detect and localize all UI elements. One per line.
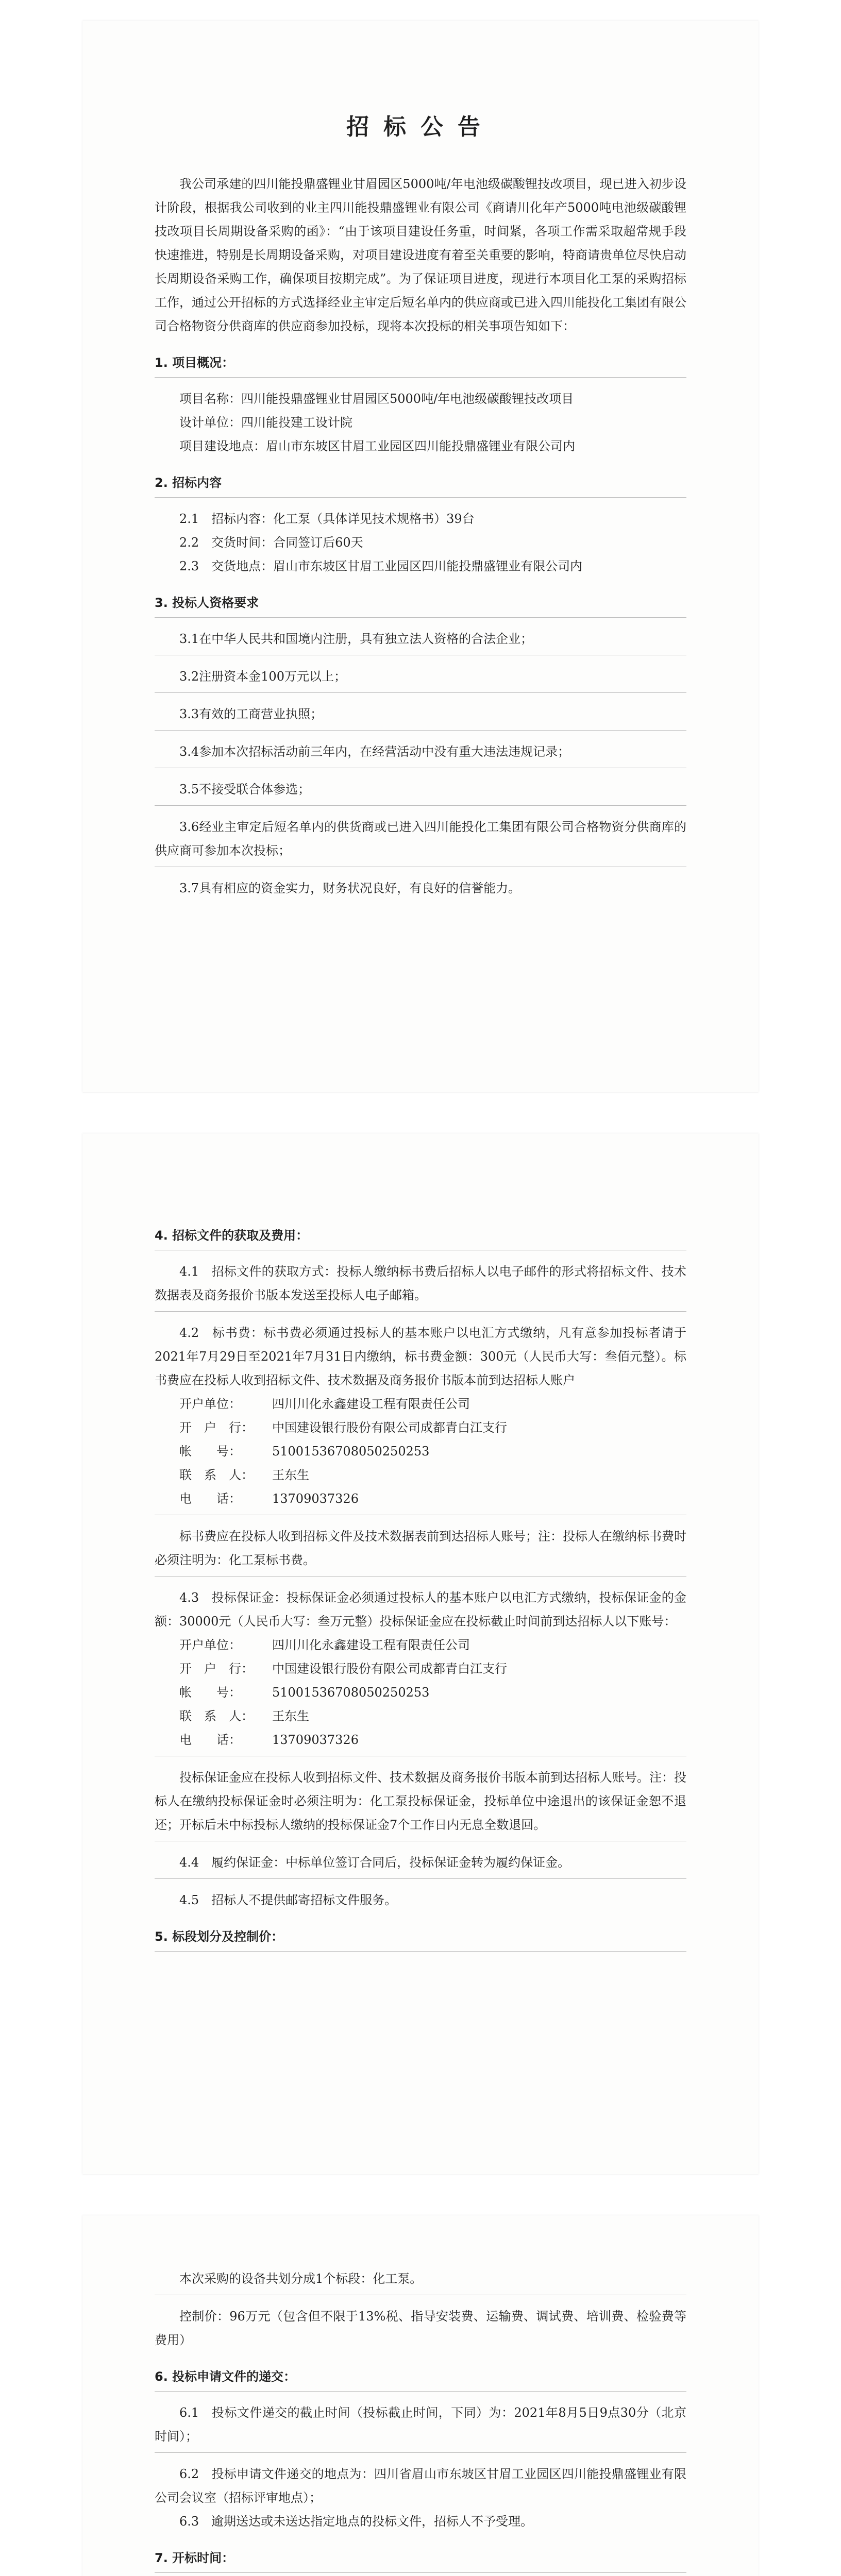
acct-label: 开 户 行： xyxy=(179,1662,254,1676)
list-item: 3.2注册资本金100万元以上； xyxy=(179,669,346,684)
acct-value: 四川川化永鑫建设工程有限责任公司 xyxy=(272,1638,470,1652)
section-4-heading: 4. 招标文件的获取及费用： xyxy=(155,1228,309,1243)
bank-account-2 xyxy=(155,1633,686,1752)
section-6-heading: 6. 投标申请文件的递交： xyxy=(155,2369,296,2384)
section-divider xyxy=(155,1576,686,1577)
paragraph-6-3: 6.3 逾期送达或未送达指定地点的投标文件，招标人不予受理。 xyxy=(179,2514,533,2529)
project-name: 项目名称：四川能投鼎盛锂业甘眉园区5000吨/年电池级碳酸锂技改项目 xyxy=(179,392,574,406)
list-item: 3.6经业主审定后短名单内的供货商或已进入四川能投化工集团有限公司合格物资分供商库的供应商可参加本次投标； xyxy=(155,820,686,858)
acct-label: 帐 号： xyxy=(179,1444,241,1459)
acct-value: 13709037326 xyxy=(272,1733,359,1747)
section-divider xyxy=(155,497,686,498)
paragraph-4-2: 4.2 标书费：标书费必须通过投标人的基本账户以电汇方式缴纳，凡有意参加投标者请于2021年7月29日至2021年7月31日内缴纳，标书费金额：300元（人民币大写：叁佰元整）。标书费应在投标人收到招标文件、技术数据及商务报价书版本前到达招标人账户 xyxy=(155,1326,686,1387)
paragraph-6-2: 6.2 投标申请文件递交的地点为：四川省眉山市东坡区甘眉工业园区四川能投鼎盛锂业有限公司会议室（招标评审地点）； xyxy=(155,2467,686,2505)
section-5-heading: 5. 标段划分及控制价： xyxy=(155,1929,284,1944)
acct-label: 帐 号： xyxy=(179,1685,241,1700)
acct-label: 联 系 人： xyxy=(179,1468,254,1482)
paragraph-4-3: 4.3 投标保证金：投标保证金必须通过投标人的基本账户以电汇方式缴纳，投标保证金的金额：30000元（人民币大写：叁万元整）投标保证金应在投标截止时间前到达招标人以下账号： xyxy=(155,1590,686,1629)
acct-value: 51001536708050250253 xyxy=(272,1685,430,1700)
list-item: 2.1 招标内容：化工泵（具体详见技术规格书）39台 xyxy=(179,512,475,526)
intro-paragraph: 我公司承建的四川能投鼎盛锂业甘眉园区5000吨/年电池级碳酸锂技改项目，现已进入初步设计阶段，根据我公司收到的业主四川能投鼎盛锂业有限公司《商请川化年产5000吨电池级碳酸锂技改项目长周期设备采购的函》：“由于该项目建设任务重，时间紧，各项工作需采取超常规手段快速推进，特别是长周期设备采购，对项目建设进度有着至关重要的影响，特商请贵单位尽快启动长周期设备采购工作，确保项目按期完成”。为了保证项目进度，现进行本项目化工泵的采购招标工作，通过公开招标的方式选择经业主审定后短名单内的供应商或已进入四川能投化工集团有限公司合格物资分供商库的供应商参加投标，现将本次投标的相关事项告知如下： xyxy=(155,177,686,333)
acct-value: 王东生 xyxy=(272,1709,309,1723)
paragraph-6-1: 6.1 投标文件递交的截止时间（投标截止时间，下同）为：2021年8月5日9点30分（北京时间）； xyxy=(155,2405,686,2444)
project-location: 项目建设地点：眉山市东坡区甘眉工业园区四川能投鼎盛锂业有限公司内 xyxy=(179,439,575,453)
section-divider xyxy=(155,1951,686,1952)
section-2-heading: 2. 招标内容 xyxy=(155,476,222,490)
acct-label: 开户单位： xyxy=(179,1397,241,1411)
acct-label: 电 话： xyxy=(179,1492,241,1506)
document-page-2 xyxy=(82,1133,759,2174)
acct-label: 电 话： xyxy=(179,1733,241,1747)
bank-account-1 xyxy=(155,1392,686,1511)
design-unit: 设计单位：四川能投建工设计院 xyxy=(179,415,352,430)
list-item: 3.7具有相应的资金实力，财务状况良好，有良好的信誉能力。 xyxy=(179,881,521,895)
acct-label: 联 系 人： xyxy=(179,1709,254,1723)
section-divider xyxy=(155,730,686,731)
paragraph-5b: 控制价：96万元（包含但不限于13%税、指导安装费、运输费、调试费、培训费、检验费等费用） xyxy=(155,2309,686,2347)
section-divider xyxy=(155,2572,686,2573)
section-divider xyxy=(155,2391,686,2392)
paragraph-4-3b: 投标保证金应在投标人收到招标文件、技术数据及商务报价书版本前到达招标人账号。注：投标人在缴纳投标保证金时必须注明为：化工泵投标保证金，投标单位中途退出的该保证金恕不退还；开标后未中标投标人缴纳的投标保证金7个工作日内无息全数退回。 xyxy=(155,1770,686,1832)
acct-value: 13709037326 xyxy=(272,1492,359,1506)
acct-value: 中国建设银行股份有限公司成都青白江支行 xyxy=(272,1420,507,1435)
section-divider xyxy=(155,617,686,618)
section-divider xyxy=(155,692,686,693)
paragraph-4-5: 4.5 招标人不提供邮寄招标文件服务。 xyxy=(179,1893,397,1907)
document-page-1 xyxy=(82,21,759,1092)
acct-label: 开户单位： xyxy=(179,1638,241,1652)
paragraph-4-2b: 标书费应在投标人收到招标文件及技术数据表前到达招标人账号；注：投标人在缴纳标书费时必须注明为：化工泵标书费。 xyxy=(155,1529,686,1567)
document-page-3 xyxy=(82,2215,759,2576)
acct-value: 51001536708050250253 xyxy=(272,1444,430,1459)
section-3-heading: 3. 投标人资格要求 xyxy=(155,596,259,610)
list-item: 3.5不接受联合体参选； xyxy=(179,782,311,796)
paragraph-5a: 本次采购的设备共划分成1个标段：化工泵。 xyxy=(179,2272,423,2286)
section-divider xyxy=(155,377,686,378)
section-1-heading: 1. 项目概况： xyxy=(155,355,234,370)
list-item: 2.3 交货地点：眉山市东坡区甘眉工业园区四川能投鼎盛锂业有限公司内 xyxy=(179,559,583,573)
section-7-heading: 7. 开标时间： xyxy=(155,2551,234,2565)
list-item: 3.1在中华人民共和国境内注册，具有独立法人资格的合法企业； xyxy=(179,632,533,646)
list-item: 3.4参加本次招标活动前三年内，在经营活动中没有重大违法违规记录； xyxy=(179,744,570,759)
acct-value: 中国建设银行股份有限公司成都青白江支行 xyxy=(272,1662,507,1676)
section-divider xyxy=(155,2452,686,2453)
list-item: 3.3有效的工商营业执照； xyxy=(179,707,323,721)
paragraph-4-4: 4.4 履约保证金：中标单位签订合同后，投标保证金转为履约保证金。 xyxy=(179,1855,570,1870)
acct-label: 开 户 行： xyxy=(179,1420,254,1435)
acct-value: 四川川化永鑫建设工程有限责任公司 xyxy=(272,1397,470,1411)
list-item: 2.2 交货时间：合同签订后60天 xyxy=(179,535,363,550)
acct-value: 王东生 xyxy=(272,1468,309,1482)
section-divider xyxy=(155,1311,686,1312)
section-divider xyxy=(155,1878,686,1879)
section-divider xyxy=(155,805,686,806)
announcement-title: 招标公告 xyxy=(346,114,495,140)
paragraph-4-1: 4.1 招标文件的获取方式：投标人缴纳标书费后招标人以电子邮件的形式将招标文件、技术数据表及商务报价书版本发送至投标人电子邮箱。 xyxy=(155,1264,686,1302)
